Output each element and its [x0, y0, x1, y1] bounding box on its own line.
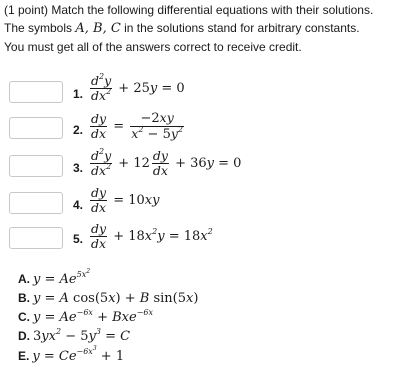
question-number-2: 2. [73, 123, 84, 137]
answer-input-1[interactable] [9, 81, 63, 103]
answer-input-2[interactable] [9, 117, 63, 139]
question-number-4: 4. [73, 198, 84, 212]
instructions-line-3: You must get all of the answers correct to receive credit. [4, 40, 302, 54]
equation-1: $\frac{d^2y}{dx^2}$ + 25 y = 0 [91, 72, 185, 103]
option-b: B. y = A cos(5 x ) + B sin(5 x ) [18, 291, 199, 306]
equation-2: $\frac{dy}{dx}$ = $\frac{-2xy}{x^2 - 5y^2}$ [91, 110, 183, 142]
answer-input-4[interactable] [9, 192, 63, 214]
question-number-5: 5. [73, 232, 84, 246]
answer-input-5[interactable] [9, 227, 63, 249]
option-c: C. y = $Ae^{-6x}$ + Bxe$^{-6x}$ [18, 308, 153, 325]
answer-input-3[interactable] [9, 155, 63, 177]
instructions [4, 1, 400, 56]
question-number-1: 1. [73, 87, 84, 101]
option-d: D. 3 $yx^2$ − 5 $y^3$ = C [18, 327, 131, 344]
option-e: E. y = $Ce^{-6x^3}$ + 1 [18, 345, 125, 364]
equation-3: $\frac{d^2y}{dx^2}$ + 12 $\frac{dy}{dx}$ + 36 y = 0 [91, 147, 242, 178]
instructions-line-1: (1 point) Match the following differential equations with their solutions. [4, 3, 374, 17]
instructions-line-2: The symbols A, B, C in the solutions stand for arbitrary constants. [4, 21, 360, 36]
equation-4: $\frac{dy}{dx}$ = 10 xy [91, 185, 160, 215]
equation-5: $\frac{dy}{dx}$ + 18 $x^2y$ = 18 $x^2$ [91, 221, 213, 251]
option-a: A. y = $Ae^{5x^2}$ [18, 268, 91, 287]
question-number-3: 3. [73, 161, 84, 175]
